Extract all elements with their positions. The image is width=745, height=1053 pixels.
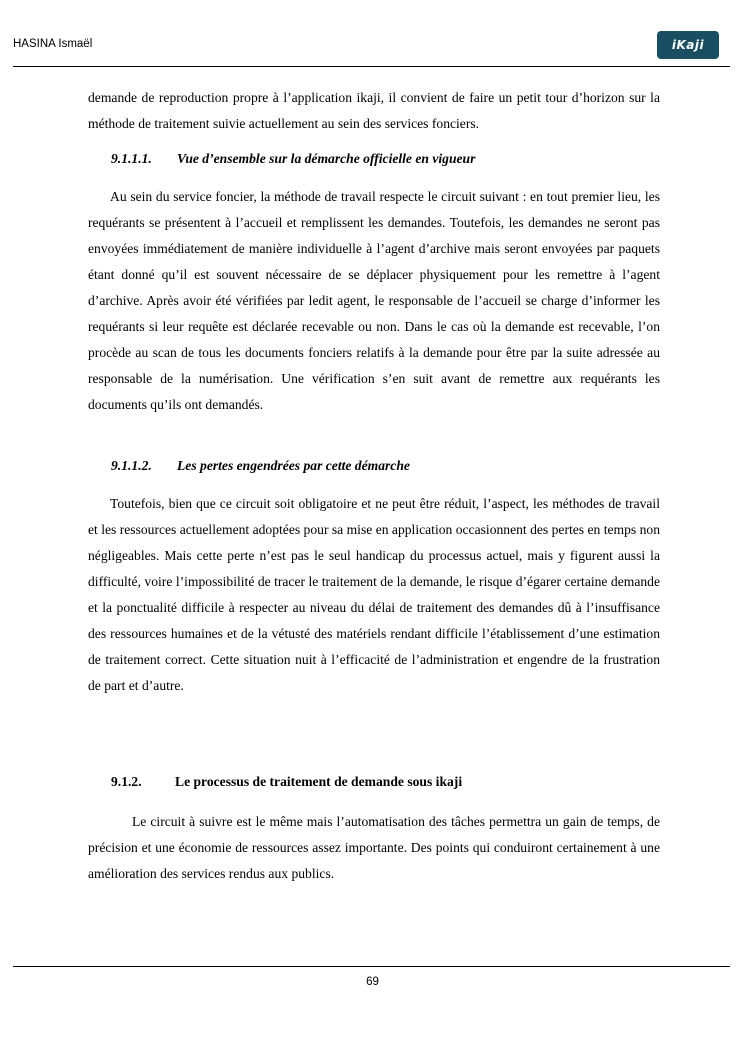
section-heading-9-1-1-2 (111, 458, 410, 474)
header-author: HASINA Ismaël (13, 38, 93, 50)
heading-title: Vue d’ensemble sur la démarche officielle en vigueur (177, 151, 476, 166)
paragraph-3-block (88, 809, 660, 887)
intro-paragraph: demande de reproduction propre à l’application ikaji, il convient de faire un petit tour d’horizon sur la méthode de traitement suivie actuellement au sein des services fonciers. (88, 90, 660, 131)
heading-title: Les pertes engendrées par cette démarche (177, 458, 410, 473)
header-rule (13, 66, 730, 67)
footer-rule (13, 966, 730, 967)
paragraph-2: Toutefois, bien que ce circuit soit obligatoire et ne peut être réduit, l’aspect, les méthodes de travail et les ressources actuellement adoptées pour sa mise en application occasionnent des pertes en temps non négligeables. Mais cette perte n’est pas le seul handicap du processus actuel, mais y figurent aussi la difficulté, voire l’impossibilité de tracer le traitement de la demande, le risque d’égarer certaine demande et la ponctualité difficile à respecter au niveau du délai de traitement des demandes dû à l’insuffisance des ressources humaines et de la vétusté des matériels rendant difficile l’établissement d’une estimation de traitement correct. Cette situation nuit à l’efficacité de l’administration et engendre de la frustration de part et d’autre. (88, 496, 660, 693)
ikaji-logo (657, 31, 719, 59)
heading-number: 9.1.2. (111, 774, 142, 789)
section-heading-9-1-2 (111, 774, 462, 790)
paragraph-3: Le circuit à suivre est le même mais l’automatisation des tâches permettra un gain de temps, de précision et une économie de ressources assez importante. Des points qui conduiront certainement à une amélioration des services rendus aux publics. (88, 814, 660, 881)
heading-title: Le processus de traitement de demande sous ikaji (175, 774, 463, 789)
heading-number: 9.1.1.2. (111, 458, 152, 473)
paragraph-1-block (88, 184, 660, 418)
section-heading-9-1-1-1 (111, 151, 475, 167)
paragraph-2-block (88, 491, 660, 699)
logo-text: iKaji (671, 38, 705, 52)
heading-number: 9.1.1.1. (111, 151, 152, 166)
paragraph-1: Au sein du service foncier, la méthode de travail respecte le circuit suivant : en tout premier lieu, les requérants se présentent à l’accueil et remplissent les demandes. Toutefois, les demandes ne seront pas envoyées immédiatement de manière individuelle à l’agent d’archive mais seront envoyées par paquets étant donné qu’il est souvent nécessaire de se déplacer physiquement pour les remettre à l’agent d’archive. Après avoir été vérifiées par ledit agent, le responsable de l’accueil se charge d’informer les requérants si leur requête est déclarée recevable ou non. Dans le cas où la demande est recevable, l’on procède au scan de tous les documents fonciers relatifs à la demande pour être par la suite adressée au responsable de la numérisation. Une vérification s’en suit avant de remettre aux requérants les documents qu’ils ont demandés. (88, 189, 660, 412)
page-number: 69 (366, 976, 379, 988)
intro-paragraph-block (88, 85, 660, 137)
